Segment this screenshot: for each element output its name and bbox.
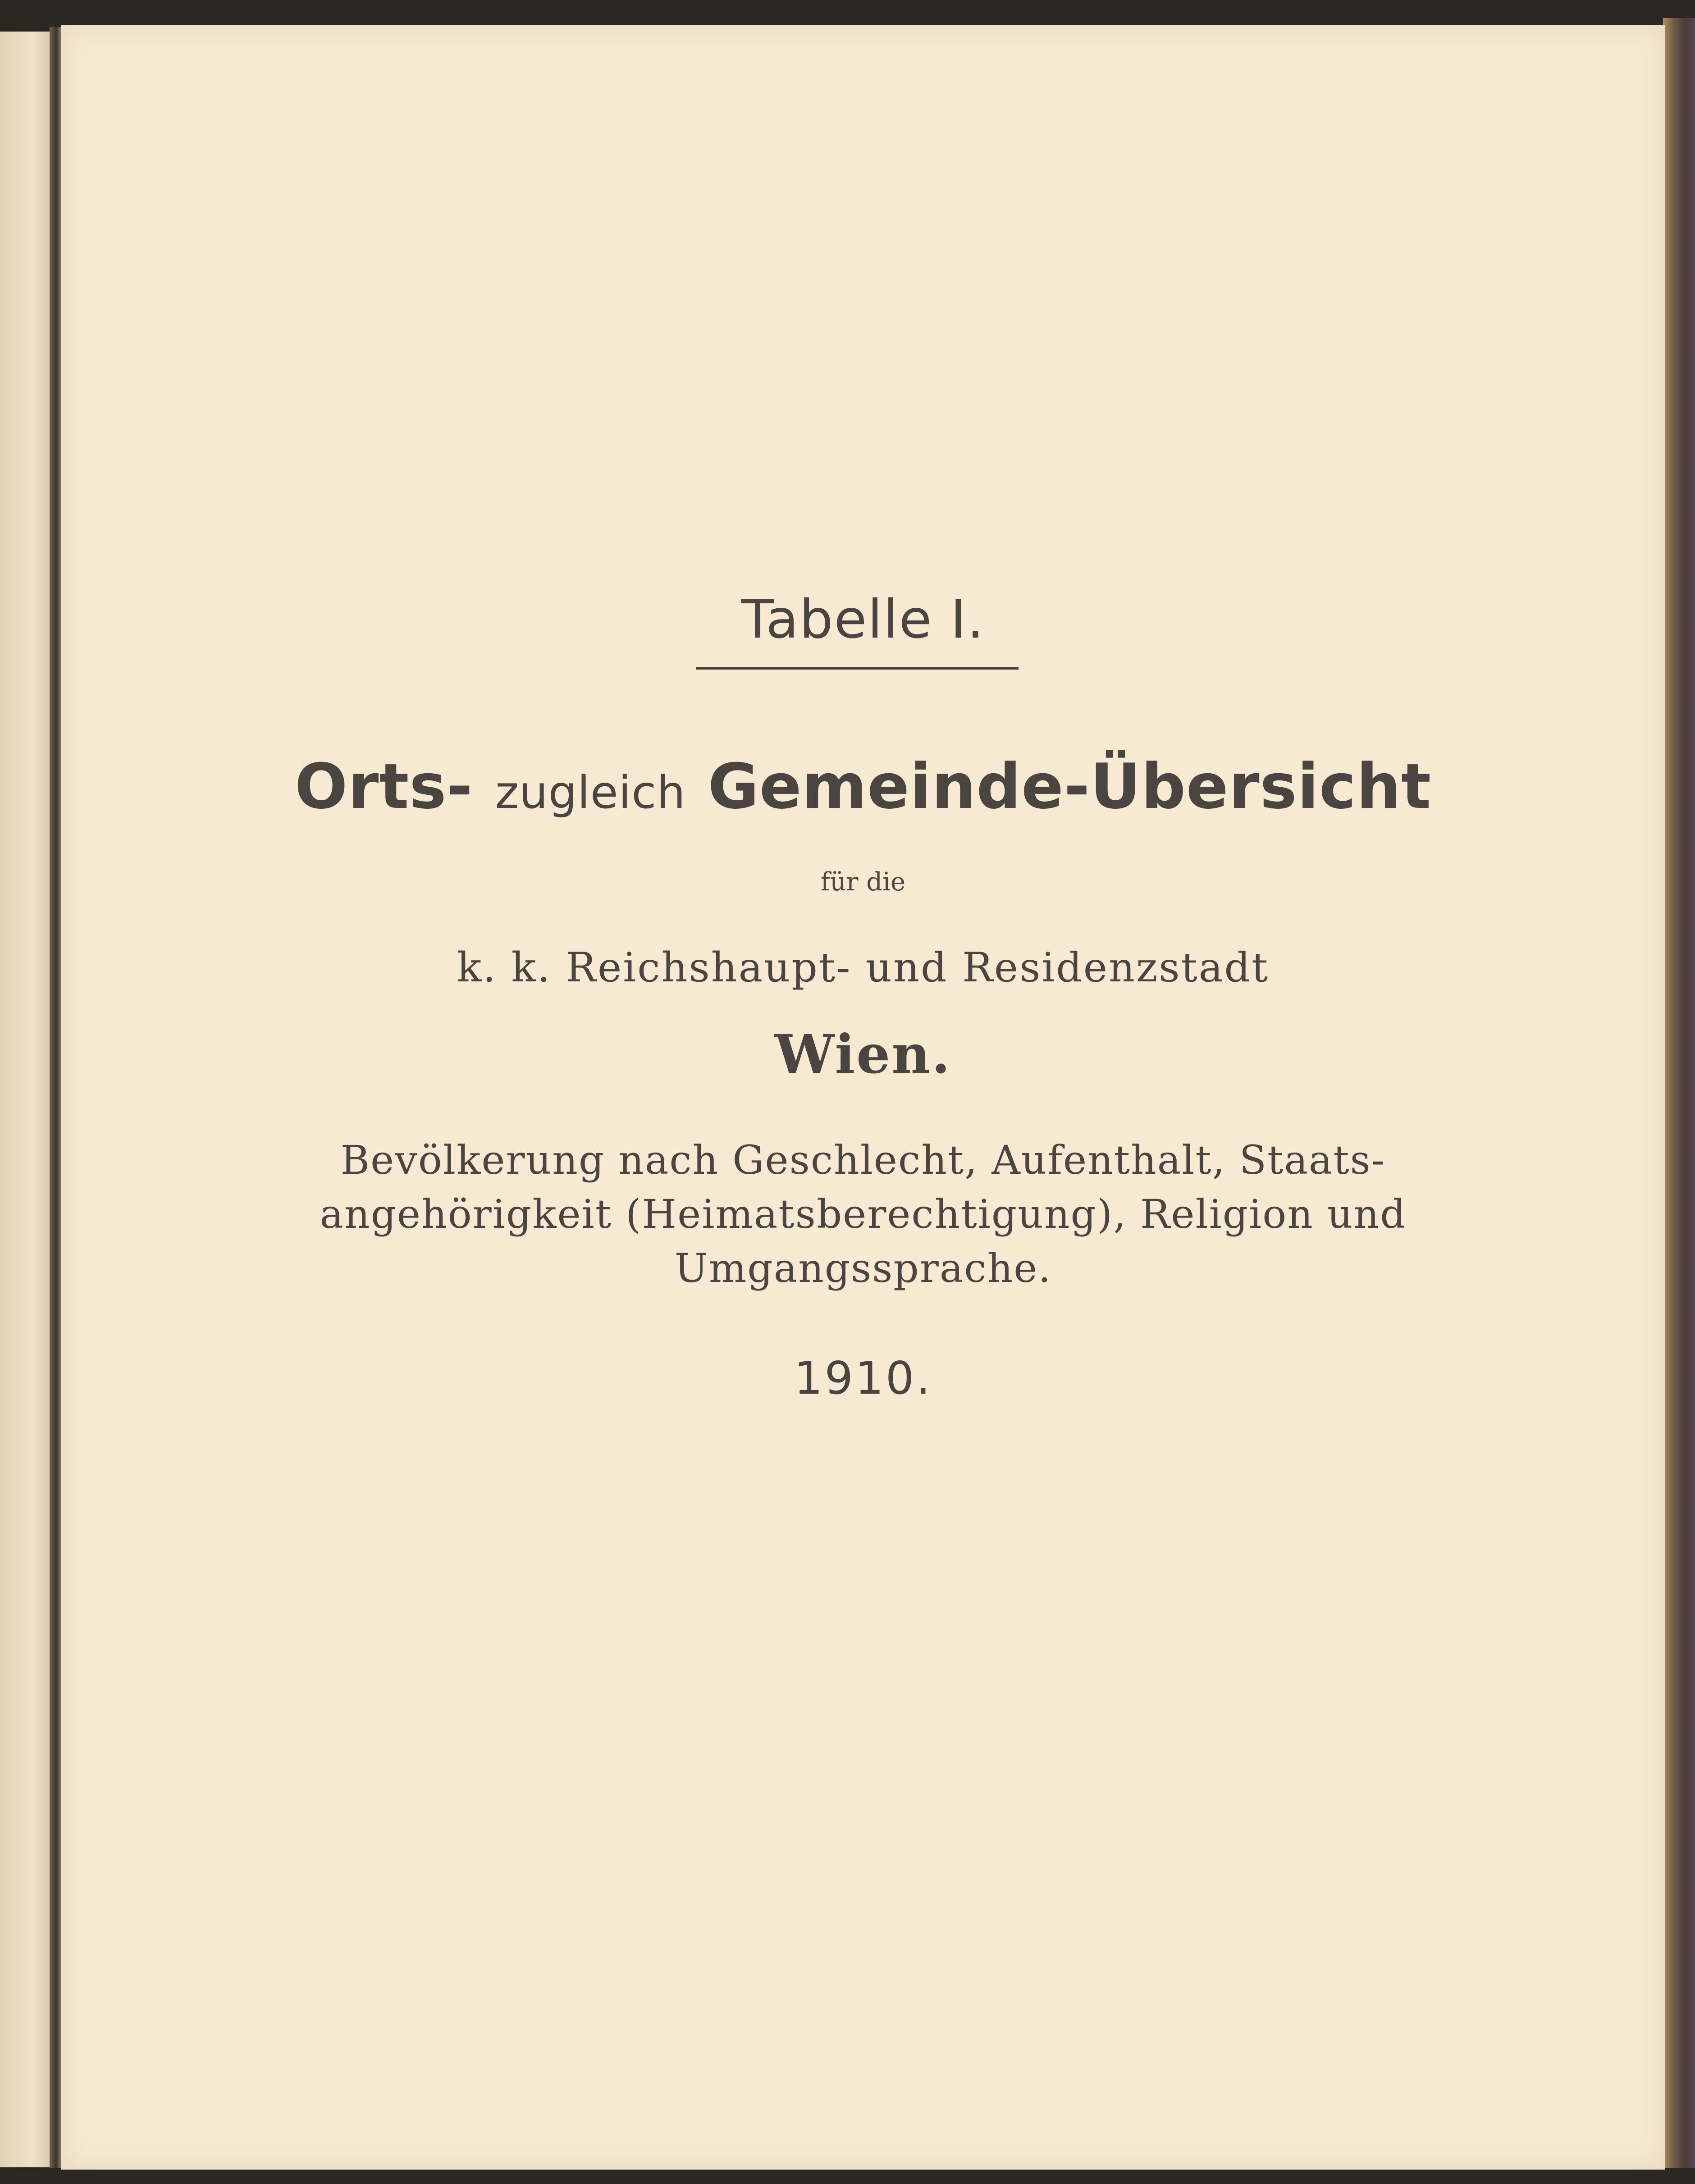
main-heading	[61, 750, 1665, 823]
description-line-2: angehörigkeit (Heimatsberechtigung), Religion und	[320, 1191, 1407, 1237]
table-label-underline	[696, 667, 1019, 670]
heading-part-gemeinde: Gemeinde-Übersicht	[708, 750, 1432, 823]
book-cover-edge	[1663, 18, 1695, 2176]
heading-part-zugleich: zugleich	[495, 766, 686, 819]
title-page	[61, 25, 1665, 2170]
description	[61, 1133, 1665, 1295]
page-content	[61, 25, 1665, 2170]
heading-part-orts: Orts-	[294, 750, 473, 823]
year: 1910.	[794, 1352, 932, 1404]
left-page-edge	[0, 32, 54, 2167]
description-line-3: Umgangssprache.	[674, 1245, 1052, 1291]
description-line-1: Bevölkerung nach Geschlecht, Aufenthalt, Staats-	[340, 1137, 1386, 1183]
city-prefix: k. k. Reichshaupt- und Residenzstadt	[457, 944, 1270, 991]
city-name: Wien.	[774, 1023, 952, 1085]
table-label: Tabelle I.	[741, 588, 985, 650]
bottom-border	[0, 2168, 1695, 2184]
for-the-text: für die	[820, 867, 906, 897]
